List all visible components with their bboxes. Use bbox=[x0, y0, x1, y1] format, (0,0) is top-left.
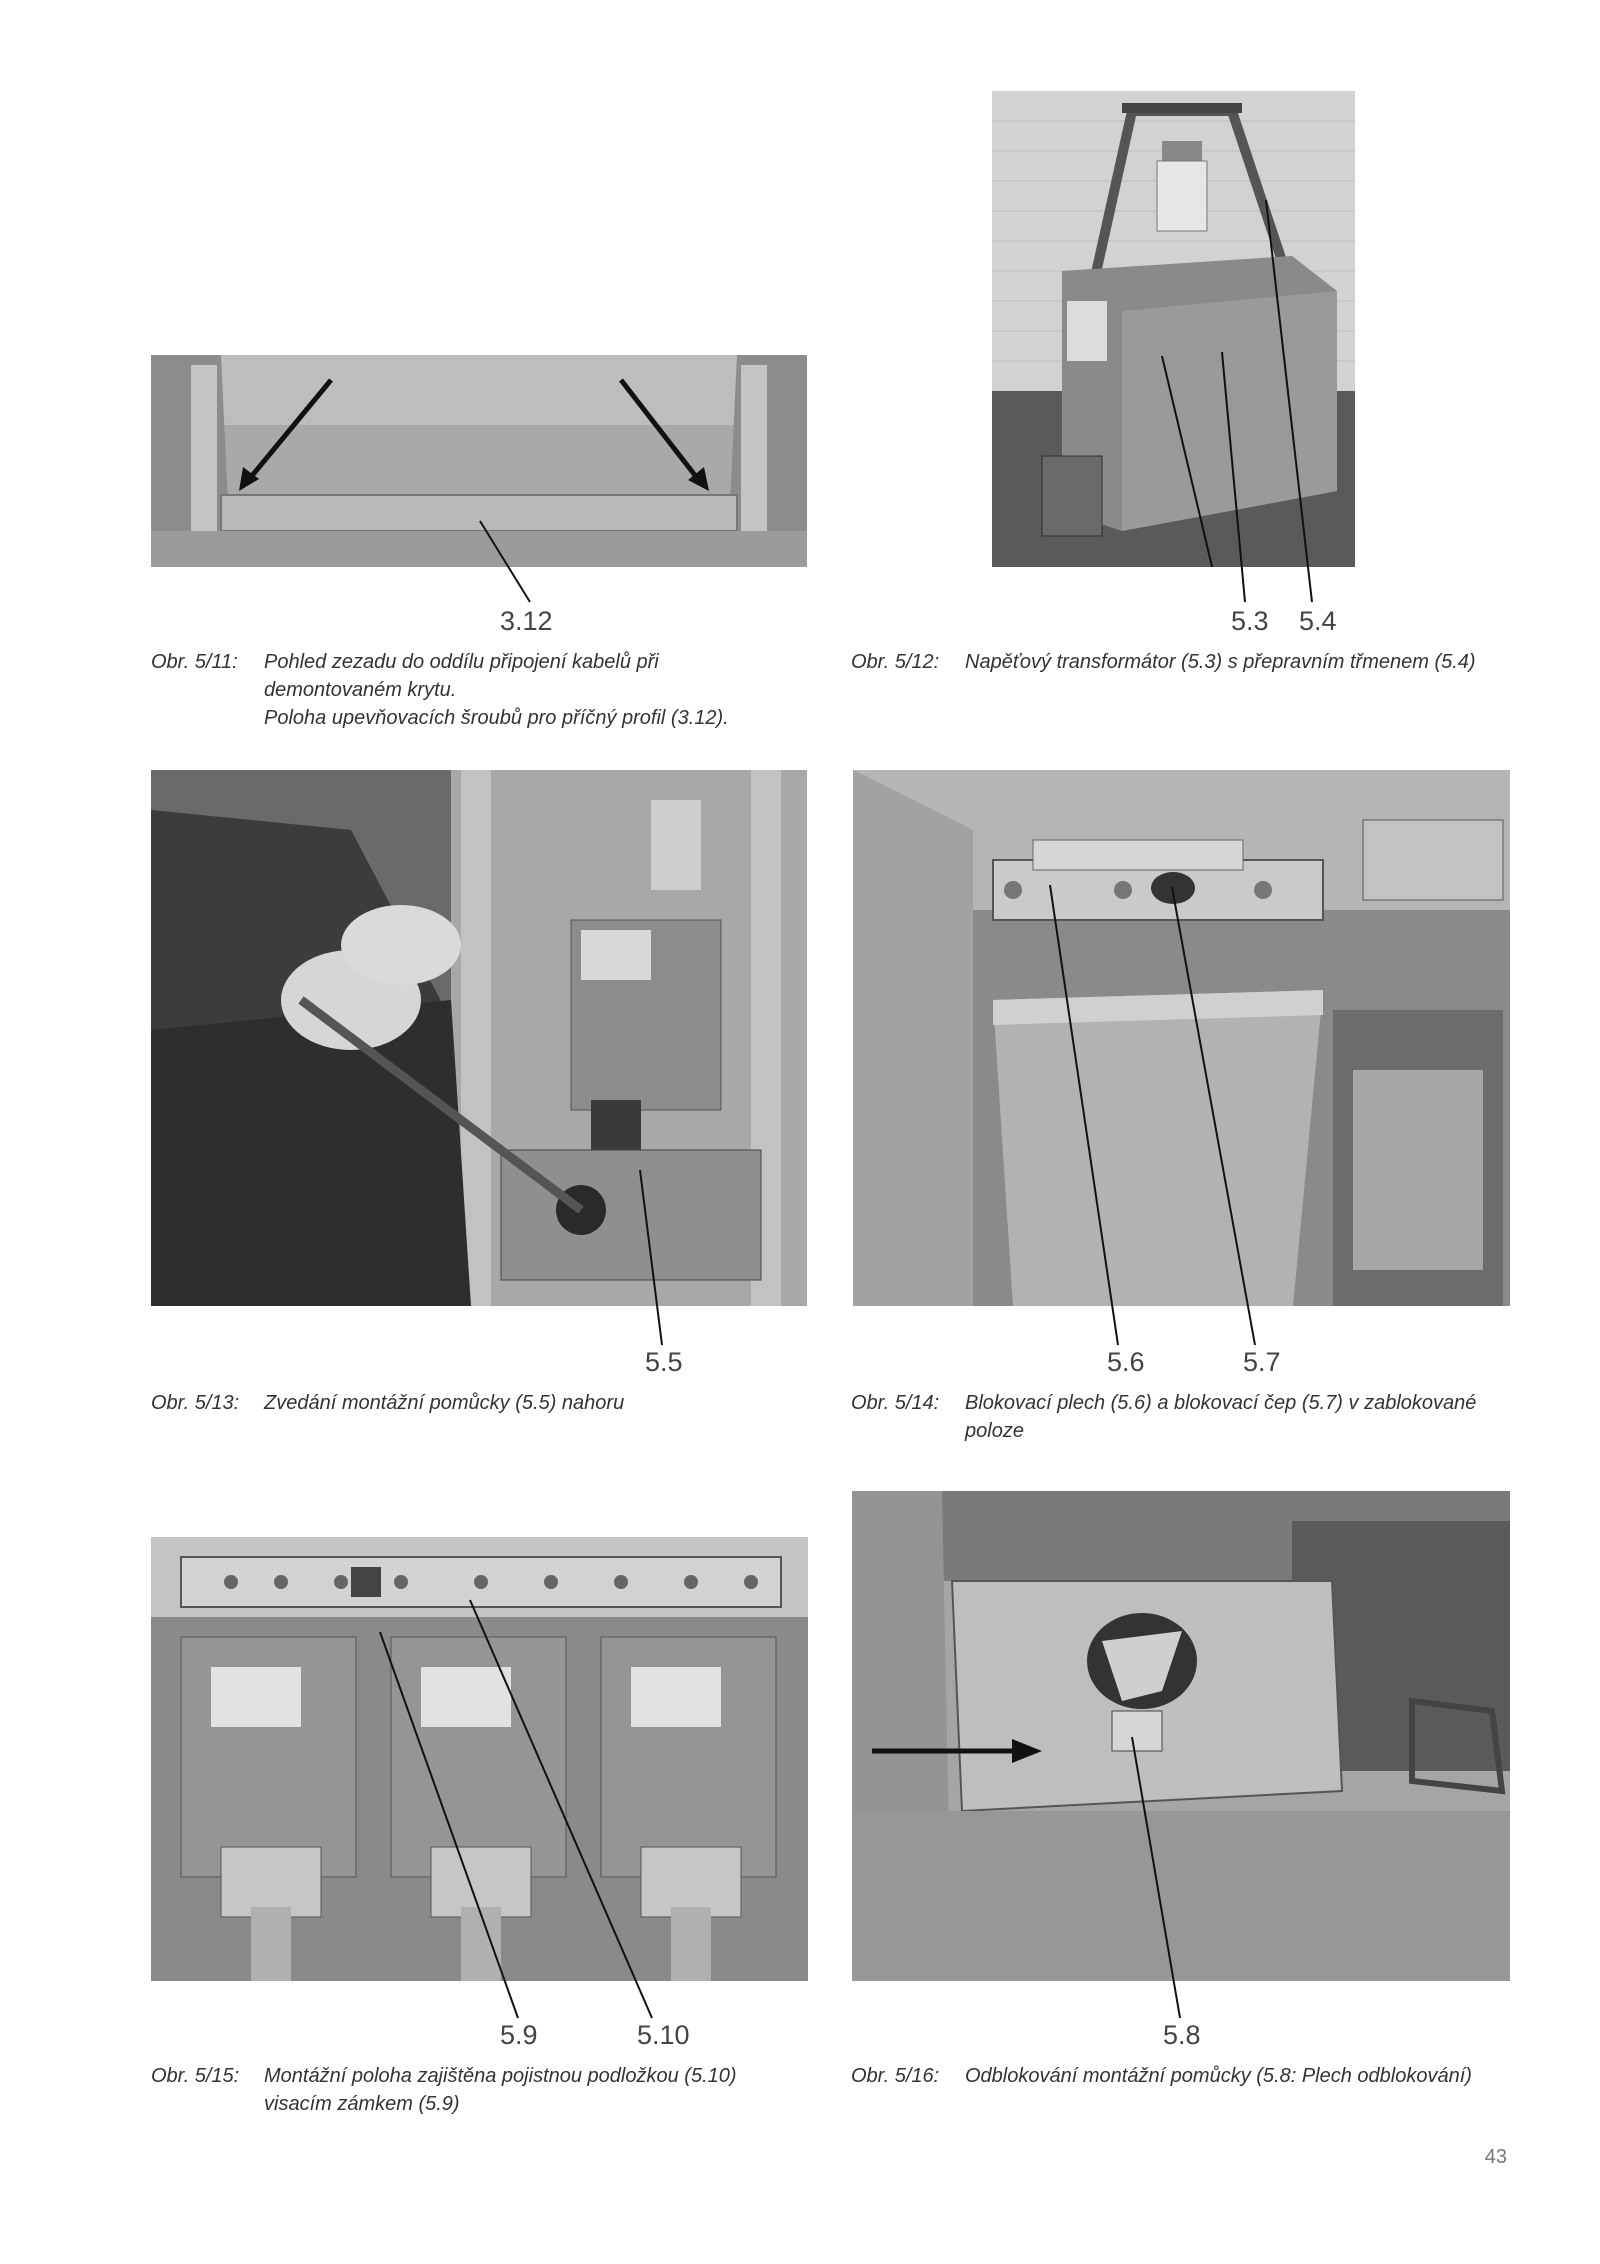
callout-5-8: 5.8 bbox=[1163, 2020, 1201, 2050]
caption-line: Montážní poloha zajištěna pojistnou podložkou (5.10) bbox=[264, 2065, 737, 2087]
figure-5-15-photo bbox=[151, 1537, 808, 1981]
callout-5-9: 5.9 bbox=[500, 2020, 538, 2050]
figure-5-16-caption bbox=[851, 2062, 1551, 2092]
callout-3-12: 3.12 bbox=[500, 606, 553, 636]
figure-5-11-photo bbox=[151, 355, 807, 567]
caption-number: Obr. 5/14: bbox=[851, 1392, 940, 1414]
figure-5-16-photo bbox=[852, 1491, 1510, 1981]
caption-number: Obr. 5/16: bbox=[851, 2065, 940, 2087]
caption-line: demontovaném krytu. bbox=[264, 679, 457, 701]
caption-number: Obr. 5/11: bbox=[151, 651, 238, 673]
figure-5-14-photo bbox=[853, 770, 1510, 1306]
caption-line: Pohled zezadu do oddílu připojení kabelů při bbox=[264, 651, 659, 673]
caption-number: Obr. 5/12: bbox=[851, 651, 940, 673]
caption-line: Zvedání montážní pomůcky (5.5) nahoru bbox=[264, 1392, 625, 1414]
callout-5-3: 5.3 bbox=[1231, 606, 1269, 636]
figure-5-15-caption bbox=[151, 2062, 811, 2122]
caption-line: Blokovací plech (5.6) a blokovací čep (5.7) v zablokované bbox=[965, 1392, 1477, 1414]
callout-5-7: 5.7 bbox=[1243, 1347, 1281, 1377]
callout-5-10: 5.10 bbox=[637, 2020, 690, 2050]
callout-5-6: 5.6 bbox=[1107, 1347, 1145, 1377]
figure-5-13-caption bbox=[151, 1389, 801, 1419]
figure-5-12-caption bbox=[851, 648, 1511, 678]
callout-5-5: 5.5 bbox=[645, 1347, 683, 1377]
caption-number: Obr. 5/13: bbox=[151, 1392, 240, 1414]
figure-5-12-photo bbox=[992, 91, 1355, 567]
caption-line: visacím zámkem (5.9) bbox=[264, 2093, 460, 2115]
caption-line: Odblokování montážní pomůcky (5.8: Plech odblokování) bbox=[965, 2065, 1472, 2087]
caption-number: Obr. 5/15: bbox=[151, 2065, 240, 2087]
caption-line: poloze bbox=[965, 1420, 1024, 1442]
caption-line: Poloha upevňovacích šroubů pro příčný profil (3.12). bbox=[264, 707, 729, 729]
callout-5-4: 5.4 bbox=[1299, 606, 1337, 636]
page-number: 43 bbox=[1484, 2146, 1507, 2168]
caption-line: Napěťový transformátor (5.3) s přepravním třmenem (5.4) bbox=[965, 651, 1476, 673]
figure-5-14-caption bbox=[851, 1389, 1511, 1449]
figure-5-13-photo bbox=[151, 770, 807, 1306]
figure-5-11-caption bbox=[151, 648, 801, 738]
